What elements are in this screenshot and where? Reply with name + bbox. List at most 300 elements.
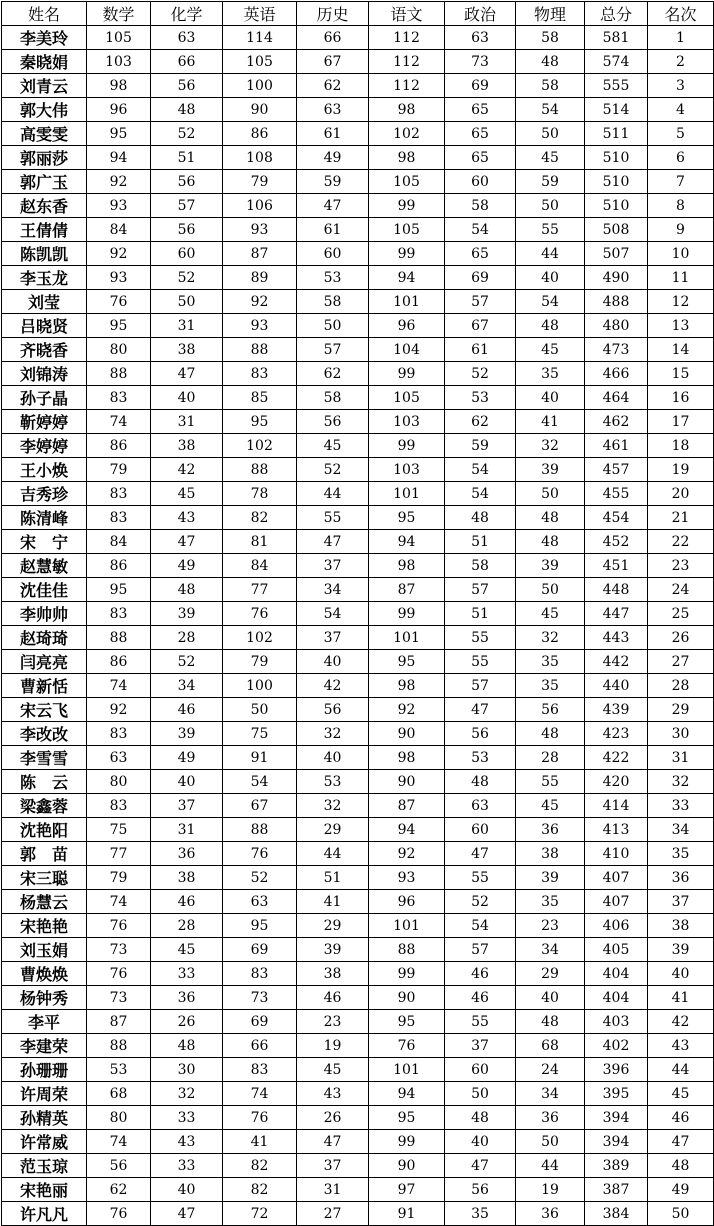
cell-total: 511 (585, 122, 648, 146)
cell-physics: 55 (516, 218, 585, 242)
cell-politics: 67 (445, 314, 516, 338)
cell-politics: 69 (445, 266, 516, 290)
cell-english: 67 (223, 794, 297, 818)
cell-history: 51 (297, 866, 369, 890)
cell-name: 许凡凡 (2, 1202, 87, 1226)
cell-physics: 35 (516, 674, 585, 698)
cell-name: 李玉龙 (2, 266, 87, 290)
table-row (2, 170, 714, 194)
cell-name: 齐晓香 (2, 338, 87, 362)
cell-total: 508 (585, 218, 648, 242)
cell-name: 赵东香 (2, 194, 87, 218)
cell-rank: 44 (648, 1058, 714, 1082)
cell-english: 72 (223, 1202, 297, 1226)
cell-chinese: 99 (369, 194, 445, 218)
cell-chinese: 95 (369, 1106, 445, 1130)
cell-chinese: 92 (369, 842, 445, 866)
cell-physics: 39 (516, 458, 585, 482)
cell-politics: 53 (445, 746, 516, 770)
cell-rank: 41 (648, 986, 714, 1010)
cell-history: 40 (297, 650, 369, 674)
cell-math: 86 (87, 434, 151, 458)
cell-english: 90 (223, 98, 297, 122)
cell-total: 423 (585, 722, 648, 746)
cell-name: 沈佳佳 (2, 578, 87, 602)
cell-chinese: 95 (369, 650, 445, 674)
cell-chemistry: 38 (151, 866, 223, 890)
cell-english: 66 (223, 1034, 297, 1058)
cell-math: 88 (87, 362, 151, 386)
cell-total: 452 (585, 530, 648, 554)
cell-rank: 2 (648, 50, 714, 74)
cell-chemistry: 46 (151, 890, 223, 914)
cell-physics: 36 (516, 1202, 585, 1226)
cell-name: 刘青云 (2, 74, 87, 98)
cell-english: 100 (223, 74, 297, 98)
cell-chemistry: 36 (151, 842, 223, 866)
cell-name: 孙精英 (2, 1106, 87, 1130)
cell-politics: 52 (445, 362, 516, 386)
cell-name: 郭 苗 (2, 842, 87, 866)
cell-politics: 65 (445, 146, 516, 170)
cell-chinese: 98 (369, 554, 445, 578)
table-row (2, 1034, 714, 1058)
cell-physics: 34 (516, 938, 585, 962)
cell-politics: 55 (445, 626, 516, 650)
cell-math: 79 (87, 458, 151, 482)
cell-rank: 16 (648, 386, 714, 410)
cell-chinese: 94 (369, 1082, 445, 1106)
cell-math: 98 (87, 74, 151, 98)
table-row (2, 1058, 714, 1082)
cell-math: 88 (87, 626, 151, 650)
cell-english: 63 (223, 890, 297, 914)
cell-physics: 45 (516, 602, 585, 626)
cell-history: 32 (297, 722, 369, 746)
cell-chinese: 112 (369, 74, 445, 98)
cell-rank: 6 (648, 146, 714, 170)
cell-politics: 65 (445, 122, 516, 146)
cell-chemistry: 33 (151, 1106, 223, 1130)
cell-politics: 47 (445, 842, 516, 866)
cell-history: 26 (297, 1106, 369, 1130)
cell-rank: 3 (648, 74, 714, 98)
cell-history: 57 (297, 338, 369, 362)
cell-math: 80 (87, 770, 151, 794)
cell-name: 李帅帅 (2, 602, 87, 626)
cell-politics: 46 (445, 986, 516, 1010)
cell-chinese: 99 (369, 242, 445, 266)
table-row (2, 1106, 714, 1130)
cell-chinese: 102 (369, 122, 445, 146)
cell-physics: 35 (516, 890, 585, 914)
cell-chemistry: 38 (151, 338, 223, 362)
cell-total: 420 (585, 770, 648, 794)
cell-math: 74 (87, 1130, 151, 1154)
cell-math: 76 (87, 1202, 151, 1226)
cell-name: 李平 (2, 1010, 87, 1034)
cell-rank: 9 (648, 218, 714, 242)
cell-rank: 33 (648, 794, 714, 818)
table-row (2, 122, 714, 146)
table-row (2, 458, 714, 482)
cell-total: 403 (585, 1010, 648, 1034)
cell-english: 95 (223, 914, 297, 938)
cell-name: 赵琦琦 (2, 626, 87, 650)
cell-chinese: 90 (369, 770, 445, 794)
column-header-physics: 物理 (516, 2, 585, 26)
table-row (2, 266, 714, 290)
cell-rank: 13 (648, 314, 714, 338)
cell-total: 394 (585, 1130, 648, 1154)
cell-english: 100 (223, 674, 297, 698)
cell-english: 50 (223, 698, 297, 722)
table-row (2, 1082, 714, 1106)
cell-chemistry: 39 (151, 722, 223, 746)
column-header-chemistry: 化学 (151, 2, 223, 26)
cell-name: 孙子晶 (2, 386, 87, 410)
cell-total: 454 (585, 506, 648, 530)
cell-english: 75 (223, 722, 297, 746)
cell-rank: 27 (648, 650, 714, 674)
cell-history: 50 (297, 314, 369, 338)
cell-chinese: 105 (369, 386, 445, 410)
cell-total: 395 (585, 1082, 648, 1106)
header-row (2, 2, 714, 26)
cell-politics: 47 (445, 1154, 516, 1178)
cell-physics: 41 (516, 410, 585, 434)
cell-name: 曹焕焕 (2, 962, 87, 986)
cell-physics: 40 (516, 986, 585, 1010)
cell-physics: 45 (516, 146, 585, 170)
table-row (2, 290, 714, 314)
cell-total: 451 (585, 554, 648, 578)
cell-history: 29 (297, 914, 369, 938)
cell-total: 461 (585, 434, 648, 458)
cell-chemistry: 28 (151, 626, 223, 650)
cell-english: 105 (223, 50, 297, 74)
cell-english: 92 (223, 290, 297, 314)
cell-history: 23 (297, 1010, 369, 1034)
cell-chemistry: 56 (151, 170, 223, 194)
cell-politics: 54 (445, 482, 516, 506)
cell-chemistry: 52 (151, 650, 223, 674)
cell-english: 82 (223, 1154, 297, 1178)
cell-history: 54 (297, 602, 369, 626)
cell-chemistry: 40 (151, 1178, 223, 1202)
cell-history: 47 (297, 1130, 369, 1154)
cell-history: 58 (297, 386, 369, 410)
cell-physics: 38 (516, 842, 585, 866)
cell-name: 杨慧云 (2, 890, 87, 914)
cell-rank: 8 (648, 194, 714, 218)
cell-name: 李雪雪 (2, 746, 87, 770)
cell-history: 32 (297, 794, 369, 818)
table-row (2, 98, 714, 122)
cell-english: 88 (223, 818, 297, 842)
cell-name: 沈艳阳 (2, 818, 87, 842)
cell-total: 464 (585, 386, 648, 410)
cell-history: 31 (297, 1178, 369, 1202)
cell-english: 69 (223, 1010, 297, 1034)
table-row (2, 434, 714, 458)
cell-chinese: 103 (369, 458, 445, 482)
table-row (2, 314, 714, 338)
cell-politics: 51 (445, 602, 516, 626)
cell-rank: 7 (648, 170, 714, 194)
cell-rank: 28 (648, 674, 714, 698)
table-row (2, 578, 714, 602)
cell-physics: 48 (516, 530, 585, 554)
cell-politics: 73 (445, 50, 516, 74)
cell-politics: 37 (445, 1034, 516, 1058)
cell-politics: 48 (445, 770, 516, 794)
cell-chinese: 87 (369, 578, 445, 602)
cell-name: 梁鑫蓉 (2, 794, 87, 818)
cell-chemistry: 33 (151, 962, 223, 986)
table-row (2, 842, 714, 866)
cell-physics: 48 (516, 314, 585, 338)
cell-rank: 5 (648, 122, 714, 146)
cell-politics: 55 (445, 1010, 516, 1034)
cell-history: 37 (297, 1154, 369, 1178)
cell-chemistry: 52 (151, 266, 223, 290)
table-row (2, 650, 714, 674)
table-row (2, 602, 714, 626)
cell-chinese: 97 (369, 1178, 445, 1202)
cell-history: 44 (297, 842, 369, 866)
table-row (2, 554, 714, 578)
cell-history: 47 (297, 194, 369, 218)
cell-math: 53 (87, 1058, 151, 1082)
table-row (2, 914, 714, 938)
cell-name: 郭大伟 (2, 98, 87, 122)
cell-physics: 48 (516, 1010, 585, 1034)
cell-total: 510 (585, 146, 648, 170)
cell-physics: 54 (516, 98, 585, 122)
cell-name: 刘莹 (2, 290, 87, 314)
cell-name: 范玉琼 (2, 1154, 87, 1178)
cell-history: 55 (297, 506, 369, 530)
cell-physics: 48 (516, 506, 585, 530)
column-header-english: 英语 (223, 2, 297, 26)
cell-math: 95 (87, 578, 151, 602)
cell-chinese: 98 (369, 674, 445, 698)
cell-rank: 26 (648, 626, 714, 650)
cell-english: 83 (223, 962, 297, 986)
cell-physics: 32 (516, 434, 585, 458)
cell-name: 陈 云 (2, 770, 87, 794)
cell-math: 87 (87, 1010, 151, 1034)
cell-name: 刘锦涛 (2, 362, 87, 386)
table-row (2, 146, 714, 170)
cell-chemistry: 48 (151, 1034, 223, 1058)
cell-total: 440 (585, 674, 648, 698)
cell-history: 61 (297, 218, 369, 242)
cell-english: 69 (223, 938, 297, 962)
cell-physics: 48 (516, 722, 585, 746)
cell-english: 76 (223, 1106, 297, 1130)
cell-total: 488 (585, 290, 648, 314)
cell-chemistry: 37 (151, 794, 223, 818)
table-row (2, 986, 714, 1010)
cell-chemistry: 66 (151, 50, 223, 74)
cell-english: 87 (223, 242, 297, 266)
cell-physics: 56 (516, 698, 585, 722)
cell-rank: 1 (648, 26, 714, 50)
table-body (2, 26, 714, 1226)
cell-chemistry: 34 (151, 674, 223, 698)
table-row (2, 194, 714, 218)
cell-rank: 45 (648, 1082, 714, 1106)
cell-rank: 23 (648, 554, 714, 578)
cell-chinese: 90 (369, 1154, 445, 1178)
cell-chemistry: 33 (151, 1154, 223, 1178)
cell-math: 95 (87, 122, 151, 146)
cell-physics: 54 (516, 290, 585, 314)
cell-rank: 15 (648, 362, 714, 386)
cell-physics: 50 (516, 122, 585, 146)
cell-english: 102 (223, 626, 297, 650)
cell-physics: 36 (516, 1106, 585, 1130)
cell-name: 李婷婷 (2, 434, 87, 458)
cell-math: 88 (87, 1034, 151, 1058)
cell-name: 王倩倩 (2, 218, 87, 242)
cell-english: 85 (223, 386, 297, 410)
cell-chinese: 112 (369, 26, 445, 50)
cell-politics: 35 (445, 1202, 516, 1226)
cell-chinese: 99 (369, 434, 445, 458)
cell-english: 91 (223, 746, 297, 770)
cell-politics: 62 (445, 410, 516, 434)
cell-chinese: 105 (369, 170, 445, 194)
cell-politics: 57 (445, 290, 516, 314)
cell-total: 439 (585, 698, 648, 722)
cell-total: 574 (585, 50, 648, 74)
cell-math: 62 (87, 1178, 151, 1202)
cell-chemistry: 48 (151, 578, 223, 602)
cell-chemistry: 31 (151, 410, 223, 434)
cell-history: 29 (297, 818, 369, 842)
cell-chemistry: 40 (151, 770, 223, 794)
cell-history: 46 (297, 986, 369, 1010)
table-row (2, 482, 714, 506)
cell-total: 466 (585, 362, 648, 386)
cell-name: 李改改 (2, 722, 87, 746)
cell-history: 40 (297, 746, 369, 770)
cell-chemistry: 31 (151, 818, 223, 842)
cell-math: 86 (87, 650, 151, 674)
cell-chinese: 90 (369, 986, 445, 1010)
cell-physics: 34 (516, 1082, 585, 1106)
cell-politics: 55 (445, 650, 516, 674)
cell-history: 43 (297, 1082, 369, 1106)
table-row (2, 1202, 714, 1226)
cell-chinese: 99 (369, 602, 445, 626)
cell-chinese: 94 (369, 530, 445, 554)
cell-history: 44 (297, 482, 369, 506)
cell-math: 73 (87, 938, 151, 962)
cell-rank: 48 (648, 1154, 714, 1178)
cell-name: 闫亮亮 (2, 650, 87, 674)
cell-english: 81 (223, 530, 297, 554)
cell-rank: 46 (648, 1106, 714, 1130)
table-row (2, 362, 714, 386)
cell-total: 447 (585, 602, 648, 626)
cell-english: 79 (223, 170, 297, 194)
cell-math: 84 (87, 530, 151, 554)
cell-physics: 24 (516, 1058, 585, 1082)
cell-physics: 55 (516, 770, 585, 794)
cell-name: 吕晓贤 (2, 314, 87, 338)
cell-politics: 65 (445, 242, 516, 266)
table-row (2, 242, 714, 266)
cell-name: 宋艳艳 (2, 914, 87, 938)
cell-rank: 18 (648, 434, 714, 458)
cell-math: 75 (87, 818, 151, 842)
cell-chinese: 98 (369, 746, 445, 770)
cell-math: 63 (87, 746, 151, 770)
cell-physics: 50 (516, 194, 585, 218)
cell-politics: 58 (445, 194, 516, 218)
cell-english: 106 (223, 194, 297, 218)
cell-chemistry: 26 (151, 1010, 223, 1034)
cell-history: 66 (297, 26, 369, 50)
cell-chinese: 103 (369, 410, 445, 434)
cell-chemistry: 32 (151, 1082, 223, 1106)
cell-chinese: 90 (369, 722, 445, 746)
cell-math: 92 (87, 170, 151, 194)
cell-name: 许周荣 (2, 1082, 87, 1106)
cell-total: 405 (585, 938, 648, 962)
cell-politics: 47 (445, 698, 516, 722)
cell-rank: 50 (648, 1202, 714, 1226)
cell-rank: 34 (648, 818, 714, 842)
cell-chemistry: 56 (151, 74, 223, 98)
cell-history: 58 (297, 290, 369, 314)
column-header-name: 姓名 (2, 2, 87, 26)
cell-rank: 42 (648, 1010, 714, 1034)
cell-name: 郭丽莎 (2, 146, 87, 170)
table-row (2, 506, 714, 530)
cell-chemistry: 43 (151, 506, 223, 530)
table-row (2, 626, 714, 650)
cell-rank: 43 (648, 1034, 714, 1058)
cell-chemistry: 43 (151, 1130, 223, 1154)
cell-chinese: 101 (369, 626, 445, 650)
cell-politics: 55 (445, 866, 516, 890)
cell-chemistry: 63 (151, 26, 223, 50)
column-header-politics: 政治 (445, 2, 516, 26)
cell-physics: 40 (516, 386, 585, 410)
cell-total: 480 (585, 314, 648, 338)
cell-politics: 63 (445, 794, 516, 818)
cell-politics: 50 (445, 1082, 516, 1106)
cell-rank: 30 (648, 722, 714, 746)
cell-total: 555 (585, 74, 648, 98)
cell-name: 宋艳丽 (2, 1178, 87, 1202)
cell-english: 88 (223, 458, 297, 482)
cell-chinese: 101 (369, 914, 445, 938)
cell-math: 56 (87, 1154, 151, 1178)
cell-chinese: 99 (369, 1130, 445, 1154)
cell-history: 39 (297, 938, 369, 962)
cell-total: 514 (585, 98, 648, 122)
cell-history: 34 (297, 578, 369, 602)
cell-total: 406 (585, 914, 648, 938)
cell-rank: 12 (648, 290, 714, 314)
cell-english: 76 (223, 842, 297, 866)
